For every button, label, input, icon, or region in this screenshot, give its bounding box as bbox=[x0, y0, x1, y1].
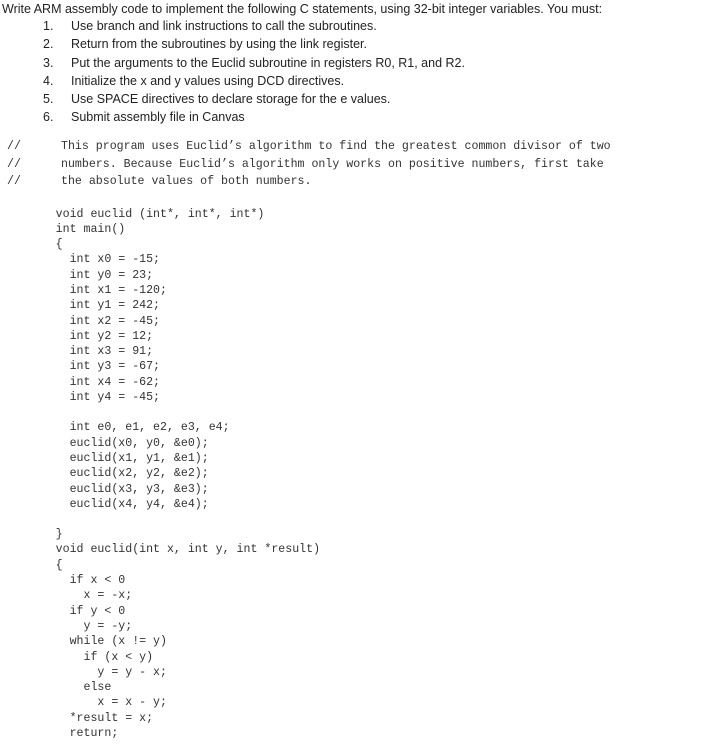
code-line: } bbox=[0, 528, 63, 542]
code-line: int y2 = 12; bbox=[0, 329, 154, 343]
comment-block bbox=[0, 138, 707, 191]
list-number: 5. bbox=[43, 92, 54, 107]
list-text: Submit assembly file in Canvas bbox=[71, 110, 245, 125]
code-line: { bbox=[0, 238, 63, 252]
code-block-euclid bbox=[0, 527, 707, 741]
comment-line bbox=[0, 138, 707, 156]
list-text: Use branch and link instructions to call the subroutines. bbox=[71, 19, 377, 33]
comment-line bbox=[0, 173, 707, 191]
code-line: while (x != y) bbox=[0, 635, 167, 649]
code-line: int x1 = -120; bbox=[0, 283, 167, 297]
code-line: x = -x; bbox=[0, 589, 133, 603]
list-number: 2. bbox=[43, 37, 54, 52]
list-item bbox=[0, 72, 465, 90]
list-number: 6. bbox=[43, 110, 54, 125]
code-line: euclid(x1, y1, &e1); bbox=[0, 451, 209, 465]
code-block-main bbox=[0, 207, 707, 406]
comment-text: This program uses Euclid’s algorithm to find the greatest common divisor of two bbox=[61, 140, 611, 153]
code-line: else bbox=[0, 681, 112, 695]
comment-marker: // bbox=[7, 157, 21, 171]
list-item bbox=[0, 108, 465, 126]
list-number: 1. bbox=[43, 19, 54, 33]
comment-marker: // bbox=[7, 175, 21, 188]
code-line: return; bbox=[0, 727, 119, 740]
code-line: int y1 = 242; bbox=[0, 299, 161, 313]
code-line: if y < 0 bbox=[0, 604, 126, 618]
code-line: euclid(x0, y0, &e0); bbox=[0, 436, 209, 450]
code-listing bbox=[0, 138, 707, 741]
code-line: int y0 = 23; bbox=[0, 268, 154, 282]
code-line: x = x - y; bbox=[0, 696, 167, 710]
comment-text: the absolute values of both numbers. bbox=[61, 175, 312, 188]
code-line: int y4 = -45; bbox=[0, 391, 161, 405]
code-line: y = y - x; bbox=[0, 665, 167, 679]
code-line: y = -y; bbox=[0, 619, 133, 633]
code-line: euclid(x4, y4, &e4); bbox=[0, 497, 209, 511]
comment-line bbox=[0, 156, 707, 174]
code-line: int e0, e1, e2, e3, e4; bbox=[0, 421, 230, 435]
list-text: Use SPACE directives to declare storage for the e values. bbox=[71, 92, 391, 107]
list-item bbox=[0, 54, 465, 72]
code-line: int x4 = -62; bbox=[0, 375, 161, 389]
code-line: euclid(x3, y3, &e3); bbox=[0, 482, 209, 496]
list-number: 3. bbox=[43, 55, 54, 70]
code-line: if (x < y) bbox=[0, 650, 154, 664]
code-line: int main() bbox=[0, 222, 126, 236]
requirements-list bbox=[0, 17, 465, 127]
code-line: int x0 = -15; bbox=[0, 253, 161, 267]
list-number: 4. bbox=[43, 73, 54, 88]
code-line: { bbox=[0, 558, 63, 572]
list-text: Return from the subroutines by using the link register. bbox=[71, 37, 367, 52]
assignment-intro: Write ARM assembly code to implement the following C statements, using 32-bit integer variables. You must: bbox=[2, 2, 603, 16]
code-line: int y3 = -67; bbox=[0, 360, 161, 374]
code-line: euclid(x2, y2, &e2); bbox=[0, 467, 209, 481]
code-line: int x2 = -45; bbox=[0, 314, 161, 328]
list-text: Initialize the x and y values using DCD directives. bbox=[71, 73, 345, 88]
list-item bbox=[0, 90, 465, 108]
code-line: if x < 0 bbox=[0, 574, 126, 588]
list-text: Put the arguments to the Euclid subroutine in registers R0, R1, and R2. bbox=[71, 55, 465, 70]
code-line: void euclid(int x, int y, int *result) bbox=[0, 543, 321, 557]
comment-marker: // bbox=[7, 140, 21, 153]
comment-text: numbers. Because Euclid’s algorithm only works on positive numbers, first take bbox=[61, 157, 604, 171]
list-item bbox=[0, 35, 465, 53]
list-item bbox=[0, 17, 465, 35]
code-line: *result = x; bbox=[0, 711, 154, 725]
code-line: void euclid (int*, int*, int*) bbox=[0, 207, 265, 221]
code-line: int x3 = 91; bbox=[0, 345, 154, 359]
code-block-calls bbox=[0, 420, 707, 512]
